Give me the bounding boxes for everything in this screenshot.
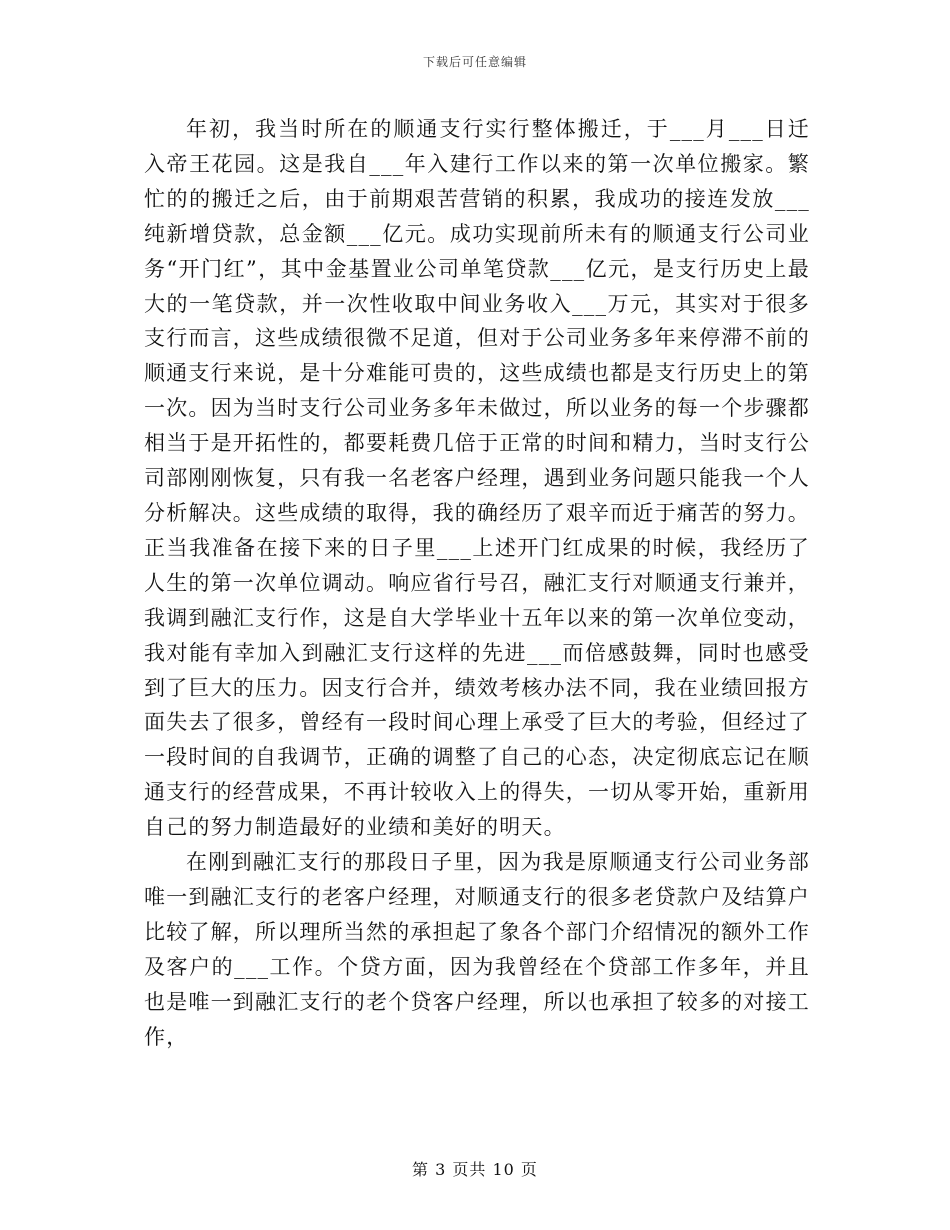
paragraph-2: 在刚到融汇支行的那段日子里，因为我是原顺通支行公司业务部唯一到融汇支行的老客户经理，对顺通支行的很多老贷款户及结算户比较了解，所以理所当然的承担起了象各个部门介绍情况的额外工作及客户的___工作。个贷方面，因为我曾经在个贷部工作多年，并且也是唯一到融汇支行的老个贷客户经理，所以也承担了较多的对接工作， bbox=[144, 850, 810, 1049]
page-header: 下载后可任意编辑 bbox=[422, 55, 527, 69]
document-body bbox=[144, 112, 810, 1054]
paragraph-1: 年初，我当时所在的顺通支行实行整体搬迁，于___月___日迁入帝王花园。这是我自___年入建行工作以来的第一次单位搬家。繁忙的的搬迁之后，由于前期艰苦营销的积累，我成功的接连发放___纯新增贷款，总金额___亿元。成功实现前所未有的顺通支行公司业务“开门红”，其中金基置业公司单笔贷款___亿元，是支行历史上最大的一笔贷款，并一次性收取中间业务收入___万元，其实对于很多支行而言，这些成绩很微不足道，但对于公司业务多年来停滞不前的顺通支行来说，是十分难能可贵的，这些成绩也都是支行历史上的第一次。因为当时支行公司业务多年未做过，所以业务的每一个步骤都相当于是开拓性的，都要耗费几倍于正常的时间和精力，当时支行公司部刚刚恢复，只有我一名老客户经理，遇到业务问题只能我一个人分析解决。这些成绩的取得，我的确经历了艰辛而近于痛苦的努力。正当我准备在接下来的日子里___上述开门红成果的时候，我经历了人生的第一次单位调动。响应省行号召，融汇支行对顺通支行兼并，我调到融汇支行作，这是自大学毕业十五年以来的第一次单位变动，我对能有幸加入到融汇支行这样的先进___而倍感鼓舞，同时也感受到了巨大的压力。因支行合并，绩效考核办法不同，我在业绩回报方面失去了很多，曾经有一段时间心理上承受了巨大的考验，但经过了一段时间的自我调节，正确的调整了自己的心态，决定彻底忘记在顺通支行的经营成果，不再计较收入上的得失，一切从零开始，重新用自己的努力制造最好的业绩和美好的明天。 bbox=[144, 117, 810, 840]
page-footer: 第 3 页共 10 页 bbox=[412, 1160, 538, 1179]
